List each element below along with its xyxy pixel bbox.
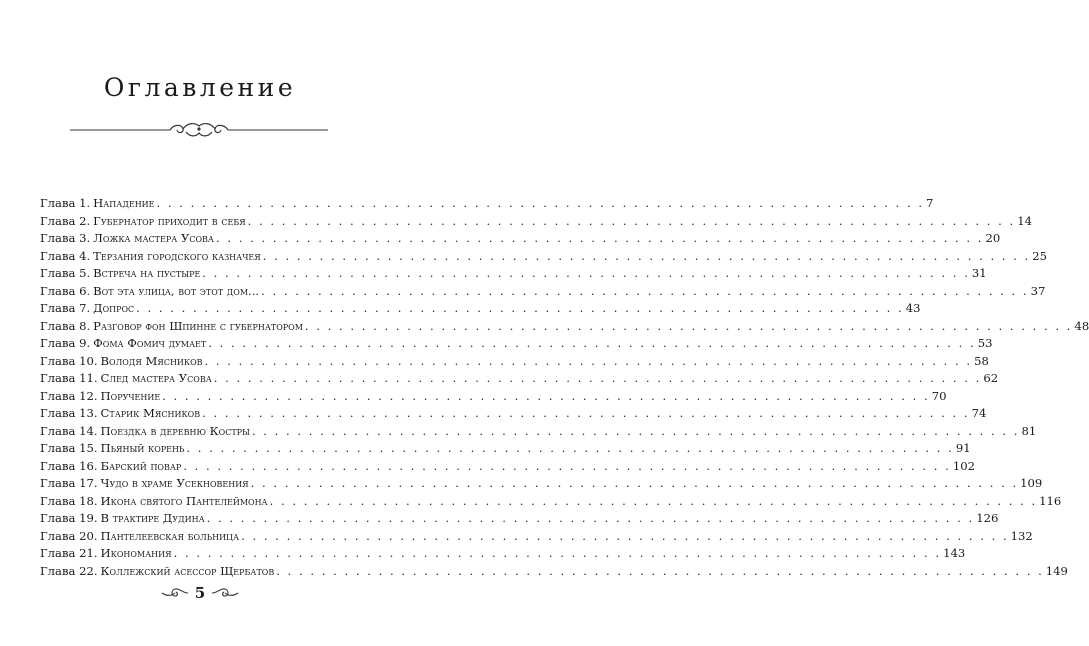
toc-entry — [40, 335, 993, 353]
chapter-page: 132 — [1010, 528, 1033, 543]
dot-leader — [202, 265, 970, 283]
dot-leader — [207, 510, 975, 528]
chapter-label: Глава 20. — [40, 528, 98, 543]
chapter-title: Володя Мясников — [100, 353, 203, 368]
dot-leader — [136, 300, 904, 318]
dot-leader — [183, 458, 951, 476]
chapter-label: Глава 5. — [40, 266, 91, 280]
chapter-label: Глава 14. — [40, 423, 98, 438]
chapter-label: Глава 18. — [40, 493, 98, 508]
chapter-label: Глава 11. — [40, 371, 98, 385]
chapter-page: 91 — [955, 441, 971, 455]
chapter-title: Терзания городского казначея — [93, 248, 261, 263]
chapter-label: Глава 12. — [40, 388, 98, 403]
table-of-contents — [40, 195, 1089, 580]
chapter-title: Фома Фомич думает — [93, 336, 207, 350]
ornament-left-icon — [162, 587, 188, 599]
chapter-title: Ложка мастера Усова — [93, 231, 214, 245]
toc-entry — [40, 265, 987, 283]
dot-leader — [251, 475, 1019, 493]
chapter-title: Губернатор приходит в себя — [93, 213, 246, 228]
toc-entry — [40, 370, 999, 388]
chapter-page: 58 — [974, 353, 989, 368]
chapter-title: Разговор фон Шпинне с губернатором — [93, 318, 303, 333]
chapter-title: Чудо в храме Усекновения — [100, 476, 249, 490]
dot-leader — [186, 440, 954, 458]
chapter-title: Пьяный корень — [100, 441, 185, 455]
chapter-page: 116 — [1039, 493, 1062, 508]
chapter-title: Икона святого Пантелеймона — [100, 493, 268, 508]
dot-leader — [305, 318, 1073, 336]
chapter-page: 74 — [971, 406, 987, 420]
chapter-page: 143 — [943, 546, 966, 560]
dot-leader — [162, 388, 930, 406]
chapter-page: 37 — [1030, 283, 1046, 298]
toc-entry — [40, 528, 1033, 546]
chapter-label: Глава 6. — [40, 283, 91, 298]
dot-leader — [276, 563, 1044, 581]
chapter-label: Глава 22. — [40, 563, 98, 578]
toc-entry — [40, 458, 975, 476]
chapter-title: Нападение — [93, 196, 155, 210]
chapter-page: 81 — [1021, 423, 1037, 438]
chapter-title: Поручение — [100, 388, 161, 403]
chapter-page: 126 — [976, 511, 999, 525]
dot-leader — [214, 370, 982, 388]
toc-entry — [40, 493, 1062, 511]
chapter-label: Глава 7. — [40, 301, 91, 315]
toc-entry — [40, 195, 934, 213]
toc-entry — [40, 300, 921, 318]
chapter-page: 70 — [931, 388, 947, 403]
chapter-label: Глава 10. — [40, 353, 98, 368]
chapter-label: Глава 15. — [40, 441, 98, 455]
dot-leader — [241, 528, 1009, 546]
page-title: Оглавление — [103, 73, 297, 102]
dot-leader — [263, 248, 1031, 266]
chapter-page: 7 — [926, 196, 934, 210]
dot-leader — [270, 493, 1038, 511]
dot-leader — [252, 423, 1020, 441]
chapter-page: 43 — [905, 301, 921, 315]
chapter-label: Глава 8. — [40, 318, 91, 333]
dot-leader — [205, 353, 973, 371]
chapter-label: Глава 19. — [40, 511, 98, 525]
chapter-title: Барский повар — [100, 458, 182, 473]
chapter-title: Поездка в деревню Костры — [100, 423, 250, 438]
chapter-label: Глава 1. — [40, 196, 91, 210]
chapter-title: Допрос — [93, 301, 135, 315]
ornament-divider — [70, 120, 328, 140]
dot-leader — [174, 545, 942, 563]
chapter-title: След мастера Усова — [100, 371, 212, 385]
toc-entry — [40, 510, 999, 528]
chapter-page: 53 — [977, 336, 993, 350]
toc-entry — [40, 213, 1032, 231]
chapter-title: Коллежский асессор Щербатов — [100, 563, 275, 578]
dot-leader — [156, 195, 924, 213]
toc-entry — [40, 230, 1001, 248]
chapter-page: 14 — [1017, 213, 1032, 228]
chapter-label: Глава 9. — [40, 336, 91, 350]
page-number: 5 — [194, 584, 206, 602]
toc-entry — [40, 405, 987, 423]
dot-leader — [202, 405, 970, 423]
chapter-title: Икономания — [100, 546, 172, 560]
chapter-label: Глава 16. — [40, 458, 98, 473]
toc-entry — [40, 388, 947, 406]
page-folio — [0, 582, 400, 604]
ornament-right-icon — [212, 587, 238, 599]
chapter-title: Вот эта улица, вот этот дом... — [93, 283, 260, 298]
chapter-page: 109 — [1020, 476, 1043, 490]
toc-entry — [40, 440, 971, 458]
chapter-page: 149 — [1045, 563, 1068, 578]
chapter-page: 62 — [983, 371, 999, 385]
dot-leader — [216, 230, 984, 248]
chapter-label: Глава 3. — [40, 231, 91, 245]
toc-entry — [40, 353, 989, 371]
chapter-label: Глава 13. — [40, 406, 98, 420]
toc-entry — [40, 318, 1089, 336]
toc-entry — [40, 423, 1037, 441]
toc-entry — [40, 545, 966, 563]
chapter-page: 25 — [1032, 248, 1048, 263]
chapter-title: Старик Мясников — [100, 406, 201, 420]
chapter-page: 20 — [985, 231, 1001, 245]
toc-entry — [40, 248, 1048, 266]
chapter-page: 48 — [1074, 318, 1089, 333]
dot-leader — [208, 335, 976, 353]
toc-entry — [40, 475, 1043, 493]
chapter-page: 31 — [971, 266, 987, 280]
chapter-title: В трактире Дудина — [100, 511, 205, 525]
chapter-label: Глава 4. — [40, 248, 91, 263]
chapter-title: Пантелеевская больница — [100, 528, 240, 543]
toc-entry — [40, 283, 1046, 301]
dot-leader — [261, 283, 1029, 301]
dot-leader — [248, 213, 1016, 231]
chapter-page: 102 — [952, 458, 975, 473]
chapter-label: Глава 21. — [40, 546, 98, 560]
chapter-label: Глава 17. — [40, 476, 98, 490]
chapter-label: Глава 2. — [40, 213, 91, 228]
chapter-title: Встреча на пустыре — [93, 266, 201, 280]
toc-entry — [40, 563, 1068, 581]
